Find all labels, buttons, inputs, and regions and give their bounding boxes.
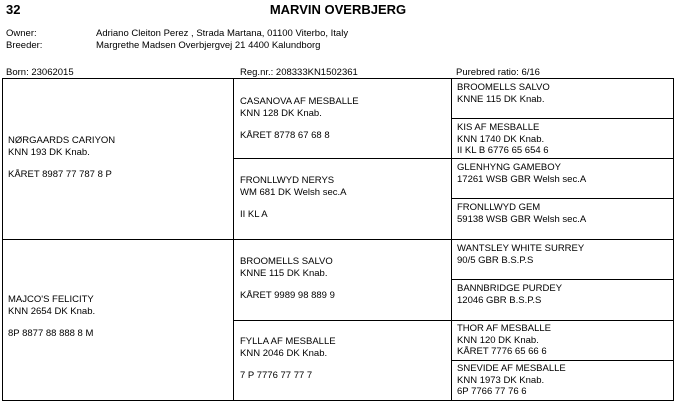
great-grandparent-registration: 90/5 GBR B.S.P.S (457, 254, 534, 266)
grandparent-registration: KNN 128 DK Knab. (240, 107, 322, 119)
grandparent-name: BROOMELLS SALVO (240, 256, 333, 267)
great-grandparent-registration: 17261 WSB GBR Welsh sec.A (457, 173, 587, 185)
breeder-label: Breeder: (6, 40, 43, 51)
great-grandparent-registration: 12046 GBR B.S.P.S (457, 294, 542, 306)
great-grandparent-7 (457, 323, 551, 358)
great-grandparent-name: GLENHYNG GAMEBOY (457, 162, 561, 173)
great-grandparent-name: THOR AF MESBALLE (457, 323, 551, 334)
column-divider-1 (233, 78, 234, 400)
registration-number: Reg.nr.: 208333KN1502361 (240, 67, 358, 78)
dam-name: MAJCO'S FELICITY (8, 294, 94, 305)
paternal-granddam (240, 175, 346, 221)
table-left-border (2, 78, 3, 400)
great-grandparent-6 (457, 283, 562, 306)
grandparent-registration: KNNE 115 DK Knab. (240, 267, 328, 279)
great-grandparent-registration: 59138 WSB GBR Welsh sec.A (457, 213, 587, 225)
great-grandparent-1 (457, 82, 550, 105)
catalog-number: 32 (6, 2, 21, 17)
great-grandparent-name: BANNBRIDGE PURDEY (457, 283, 563, 294)
dam-registration: KNN 2654 DK Knab. (8, 305, 96, 317)
great-grandparent-2 (457, 122, 549, 157)
grandparent-rating: KÅRET 8778 67 68 8 (240, 130, 330, 141)
row-divider-gg-2 (451, 198, 673, 199)
grandparent-registration: KNN 2046 DK Knab. (240, 347, 328, 359)
great-grandparent-name: SNEVIDE AF MESBALLE (457, 363, 566, 374)
maternal-grandsire (240, 256, 335, 302)
paternal-grandsire (240, 96, 359, 142)
row-divider-lower (233, 320, 673, 321)
grandparent-name: CASANOVA AF MESBALLE (240, 96, 359, 107)
great-grandparent-name: BROOMELLS SALVO (457, 82, 550, 93)
column-divider-2 (451, 78, 452, 400)
row-divider-gg-3 (451, 279, 673, 280)
row-divider-gg-1 (451, 118, 673, 119)
great-grandparent-4 (457, 202, 586, 225)
great-grandparent-name: KIS AF MESBALLE (457, 122, 540, 133)
purebred-ratio: Purebred ratio: 6/16 (456, 67, 540, 78)
sire-name: NØRGAARDS CARIYON (8, 135, 116, 146)
sire-registration: KNN 193 DK Knab. (8, 146, 90, 158)
great-grandparent-3 (457, 162, 586, 185)
great-grandparent-name: FRONLLWYD GEM (457, 202, 541, 213)
grandparent-rating: 7 P 7776 77 77 7 (240, 370, 313, 381)
great-grandparent-registration: KNN 1973 DK Knab. (457, 374, 545, 386)
table-top-border (2, 78, 674, 79)
great-grandparent-rating: II KL B 6776 65 654 6 (457, 145, 549, 156)
maternal-granddam (240, 336, 336, 382)
great-grandparent-registration: KNN 1740 DK Knab. (457, 133, 545, 145)
great-grandparent-8 (457, 363, 566, 398)
grandparent-rating: KÅRET 9989 98 889 9 (240, 290, 335, 301)
row-divider-upper (233, 158, 673, 159)
great-grandparent-registration: KNNE 115 DK Knab. (457, 93, 545, 105)
row-divider-gg-4 (451, 360, 673, 361)
great-grandparent-registration: KNN 120 DK Knab. (457, 334, 539, 346)
table-bottom-border (2, 400, 674, 401)
great-grandparent-name: WANTSLEY WHITE SURREY (457, 243, 585, 254)
sire-rating: KÅRET 8987 77 787 8 P (8, 169, 112, 180)
dam (8, 294, 95, 340)
grandparent-registration: WM 681 DK Welsh sec.A (240, 186, 347, 198)
great-grandparent-rating: 6P 7766 77 76 6 (457, 386, 527, 397)
sire (8, 135, 115, 181)
grandparent-name: FRONLLWYD NERYS (240, 175, 335, 186)
owner-value: Adriano Cleiton Perez , Strada Martana, 01100 Viterbo, Italy (96, 28, 349, 39)
great-grandparent-5 (457, 243, 584, 266)
grandparent-name: FYLLA AF MESBALLE (240, 336, 336, 347)
table-right-border (673, 78, 674, 400)
owner-label: Owner: (6, 28, 37, 39)
grandparent-rating: II KL A (240, 209, 268, 220)
great-grandparent-rating: KÅRET 7776 65 66 6 (457, 346, 547, 357)
born-date: Born: 23062015 (6, 67, 74, 78)
breeder-value: Margrethe Madsen Overbjergvej 21 4400 Kalundborg (96, 40, 321, 51)
table-mid-border (2, 239, 674, 240)
dam-rating: 8P 8877 88 888 8 M (8, 328, 94, 339)
horse-name: MARVIN OVERBJERG (269, 2, 407, 17)
